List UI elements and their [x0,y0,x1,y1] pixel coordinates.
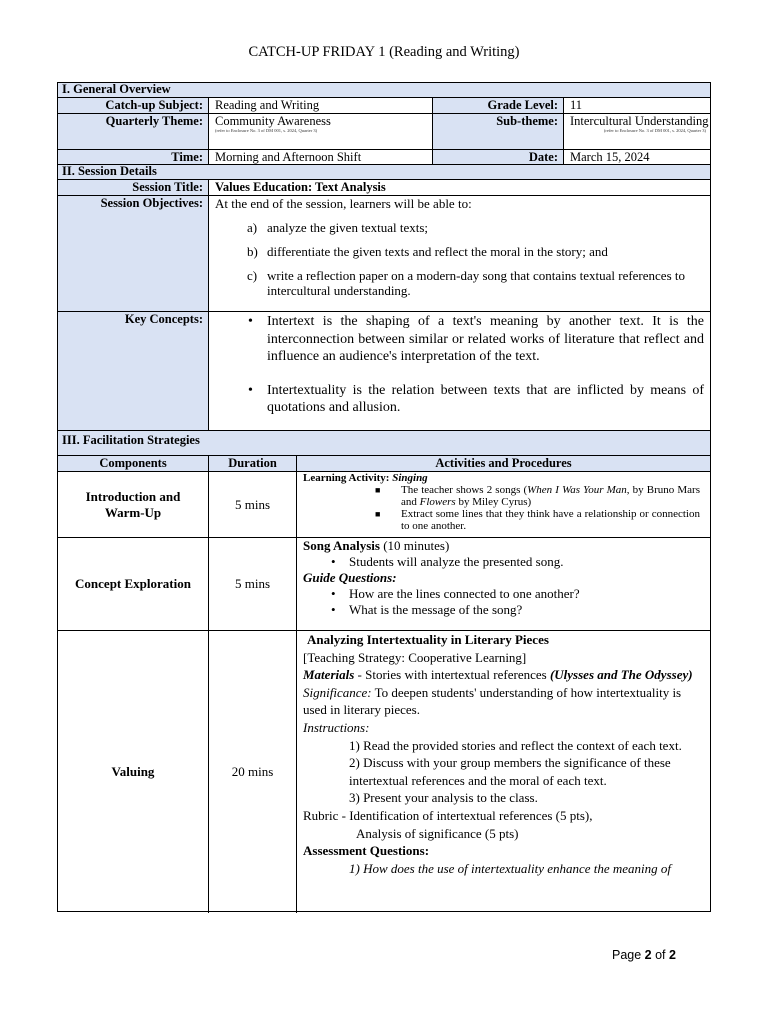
key-concepts-list [215,313,710,417]
theme-label: Quarterly Theme: [58,114,209,149]
col-duration: Duration [209,456,297,471]
valuing-heading: Analyzing Intertextuality in Literary Pieces [307,632,549,647]
valuing-materials: Materials - Stories with intertextual references (Ulysses and The Odyssey) [303,667,693,683]
section-general-overview: I. General Overview [58,83,710,98]
page-footer: Page 2 of 2 [612,948,676,962]
subject-label: Catch-up Subject: [58,98,209,113]
objectives-list [215,220,710,298]
key-concepts-cell [209,312,710,430]
time-value: Morning and Afternoon Shift [209,150,433,164]
valuing-step: 1) Read the provided stories and reflect the context of each text. [349,737,682,753]
col-components: Components [58,456,209,471]
valuing-activities [297,631,710,913]
guide-questions-label: Guide Questions: [303,570,397,585]
key-concept-item: • Intertext is the shaping of a text's meaning by another text. It is the interconnection between similar or related works of literature that reflect and influence an audience's interpretation of the text. [248,314,704,364]
subtheme-cell [564,114,710,149]
intro-list [303,484,710,532]
section-session-details: II. Session Details [58,165,710,180]
document-title: CATCH-UP FRIDAY 1 (Reading and Writing) [248,44,520,60]
theme-note: (refer to Enclosure No. 3 of DM 001, s. 2024, Quarter 3) [215,128,318,133]
session-title-row [58,180,710,196]
intro-activities [297,472,710,537]
page-total: 2 [669,948,676,962]
concept-component: Concept Exploration [58,538,209,630]
concept-row [58,538,710,631]
subject-row [58,98,710,114]
valuing-row [58,631,710,913]
facilitation-header-row [58,456,710,472]
valuing-rubric: Rubric - Identification of intertextual references (5 pts), [303,807,593,823]
theme-value: Community Awareness [215,114,331,128]
intro-duration: 5 mins [209,472,297,537]
intro-item: ■ Extract some lines that they think have a relationship or connection to one another. [375,508,700,532]
valuing-rubric: Analysis of significance (5 pts) [356,825,519,841]
assessment-questions-label: Assessment Questions: [303,843,430,859]
col-activities: Activities and Procedures [435,456,572,470]
key-concepts-label: Key Concepts: [58,312,209,430]
assessment-question: 1) How does the use of intertextuality enhance the meaning of [349,860,672,876]
date-value: March 15, 2024 [570,150,650,164]
valuing-step: 2) Discuss with your group members the significance of these intertextual references and the moral of each text. [349,755,671,788]
valuing-instructions-label: Instructions: [303,719,370,735]
concept-song-analysis: Song Analysis (10 minutes) [303,538,450,553]
date-label: Date: [433,150,564,164]
key-concept-item: • Intertextuality is the relation between texts that are inflicted by means of quotations and allusion. [248,382,704,415]
intro-component: Introduction and Warm-Up [58,472,209,537]
grade-value: 11 [570,98,583,112]
valuing-component: Valuing [58,631,209,913]
guide-question: • What is the message of the song? [331,602,523,617]
valuing-step: 3) Present your analysis to the class. [349,790,538,806]
section-facilitation-strategies: III. Facilitation Strategies [58,431,710,456]
key-concepts-row [58,312,710,431]
concept-duration: 5 mins [209,538,297,630]
guide-questions-list [303,586,710,618]
valuing-duration: 20 mins [209,631,297,913]
concept-list [303,554,710,570]
objectives-row [58,196,710,312]
concept-item: • Students will analyze the presented song. [331,554,564,569]
objectives-intro: At the end of the session, learners will be able to: [215,196,472,211]
objective-item: b) differentiate the given texts and reflect the moral in the story; and [247,244,608,259]
lesson-plan-table [57,82,711,912]
valuing-strategy: [Teaching Strategy: Cooperative Learning] [303,649,527,665]
session-title-value: Values Education: Text Analysis [215,180,386,194]
objectives-label: Session Objectives: [58,196,209,311]
valuing-significance: Significance: To deepen students' understanding of how intertextuality is used in literary pieces. [303,684,682,718]
page-number: 2 [644,948,652,962]
theme-cell [209,114,433,149]
theme-row [58,114,710,150]
objective-item: c) write a reflection paper on a modern-day song that contains textual references to intercultural understanding. [247,268,685,298]
grade-label: Grade Level: [433,98,564,113]
objective-item: a) analyze the given textual texts; [247,220,428,235]
intro-item: ■ The teacher shows 2 songs (When I Was Your Man, by Bruno Mars and Flowers by Miley Cyrus) [375,484,700,508]
objectives-cell [209,196,710,311]
time-row [58,150,710,165]
subtheme-note: (refer to Enclosure No. 3 of DM 001, s. 2024, Quarter 3) [603,128,706,133]
intro-learning-activity: Learning Activity: Singing [303,472,428,484]
session-title-label: Session Title: [58,180,209,195]
concept-activities [297,538,710,630]
intro-row [58,472,710,538]
time-label: Time: [58,150,209,164]
subtheme-value: Intercultural Understanding [570,114,709,128]
guide-question: • How are the lines connected to one another? [331,586,580,601]
subject-value: Reading and Writing [209,98,433,113]
subtheme-label: Sub-theme: [433,114,564,149]
